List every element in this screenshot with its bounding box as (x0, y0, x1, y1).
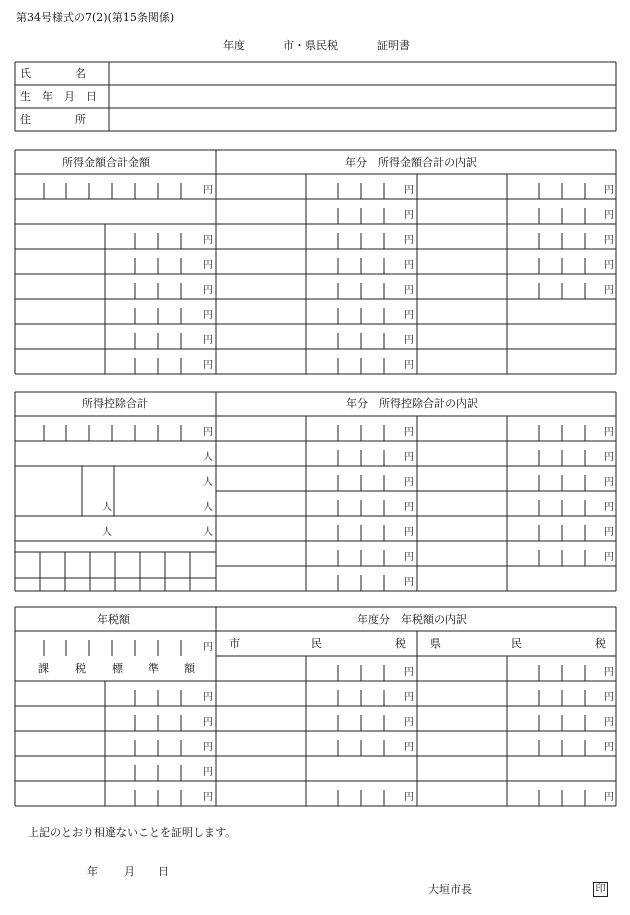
yen-unit: 円 (203, 260, 213, 271)
city-tax-label-1: 市 (229, 637, 240, 650)
yen-unit: 円 (404, 210, 414, 221)
tax-name: 市・県民税 (283, 39, 338, 52)
birth-label: 生 年 月 日 (20, 90, 97, 103)
yen-unit: 円 (203, 742, 213, 753)
yen-unit: 円 (604, 260, 614, 271)
yen-unit: 円 (404, 577, 414, 588)
annual-tax-header: 年税額 (97, 613, 130, 626)
official-seal: 印 (593, 882, 608, 897)
person-unit: 人 (203, 502, 213, 513)
mayor-title: 大垣市長 (428, 883, 472, 896)
year-label: 年度 (223, 39, 245, 52)
taxable-std-4: 準 (148, 662, 159, 675)
annual-tax-breakdown-header: 年度分 年税額の内訳 (357, 613, 467, 626)
yen-unit: 円 (404, 692, 414, 703)
taxable-std-2: 税 (75, 662, 86, 675)
yen-unit: 円 (203, 642, 213, 653)
yen-unit: 円 (604, 427, 614, 438)
income-breakdown-header: 年分 所得金額合計の内訳 (345, 156, 477, 169)
yen-unit: 円 (404, 260, 414, 271)
yen-unit: 円 (404, 527, 414, 538)
yen-unit: 円 (203, 335, 213, 346)
date-month: 月 (124, 865, 135, 878)
yen-unit: 円 (404, 502, 414, 513)
yen-unit: 円 (604, 452, 614, 463)
yen-unit: 円 (604, 717, 614, 728)
taxable-std-5: 額 (184, 662, 195, 675)
person-unit: 人 (102, 527, 112, 538)
date-year: 年 (87, 865, 98, 878)
taxable-std-1: 課 (38, 662, 49, 675)
yen-unit: 円 (203, 427, 213, 438)
yen-unit: 円 (404, 335, 414, 346)
yen-unit: 円 (203, 692, 213, 703)
city-tax-label-3: 税 (395, 637, 406, 650)
yen-unit: 円 (404, 427, 414, 438)
yen-unit: 円 (404, 477, 414, 488)
form-number: 第34号様式の7(2)(第15条関係) (16, 11, 175, 24)
city-tax-label-2: 民 (311, 637, 322, 650)
yen-unit: 円 (404, 717, 414, 728)
name-field[interactable] (110, 63, 616, 85)
yen-unit: 円 (404, 667, 414, 678)
yen-unit: 円 (604, 477, 614, 488)
yen-unit: 円 (203, 185, 213, 196)
yen-unit: 円 (404, 452, 414, 463)
yen-unit: 円 (604, 502, 614, 513)
certify-text: 上記のとおり相違ないことを証明します。 (28, 826, 237, 839)
yen-unit: 円 (203, 792, 213, 803)
yen-unit: 円 (604, 527, 614, 538)
yen-unit: 円 (604, 210, 614, 221)
address-label: 住 所 (20, 113, 86, 126)
yen-unit: 円 (404, 742, 414, 753)
yen-unit: 円 (203, 360, 213, 371)
yen-unit: 円 (604, 185, 614, 196)
person-unit: 人 (102, 502, 112, 513)
yen-unit: 円 (404, 310, 414, 321)
yen-unit: 円 (604, 235, 614, 246)
yen-unit: 円 (604, 792, 614, 803)
yen-unit: 円 (604, 552, 614, 563)
income-total-header: 所得金額合計金額 (62, 156, 150, 169)
yen-unit: 円 (203, 717, 213, 728)
deduction-breakdown-header: 年分 所得控除合計の内訳 (346, 397, 478, 410)
pref-tax-label-1: 県 (430, 637, 441, 650)
yen-unit: 円 (404, 552, 414, 563)
deduction-total-header: 所得控除合計 (82, 397, 148, 410)
yen-unit: 円 (203, 285, 213, 296)
yen-unit: 円 (604, 742, 614, 753)
pref-tax-label-3: 税 (595, 637, 606, 650)
yen-unit: 円 (604, 285, 614, 296)
yen-unit: 円 (404, 285, 414, 296)
yen-unit: 円 (404, 235, 414, 246)
certificate-title: 証明書 (377, 39, 410, 52)
pref-tax-label-2: 民 (511, 637, 522, 650)
yen-unit: 円 (604, 667, 614, 678)
person-unit: 人 (203, 527, 213, 538)
yen-unit: 円 (404, 792, 414, 803)
yen-unit: 円 (203, 235, 213, 246)
taxable-std-3: 標 (112, 662, 123, 675)
person-unit: 人 (203, 452, 213, 463)
name-label: 氏 名 (20, 67, 86, 80)
date-day: 日 (158, 865, 169, 878)
yen-unit: 円 (404, 360, 414, 371)
birthdate-field[interactable] (110, 86, 616, 108)
address-field[interactable] (110, 109, 616, 131)
yen-unit: 円 (203, 767, 213, 778)
person-unit: 人 (203, 477, 213, 488)
yen-unit: 円 (604, 692, 614, 703)
yen-unit: 円 (404, 185, 414, 196)
yen-unit: 円 (203, 310, 213, 321)
